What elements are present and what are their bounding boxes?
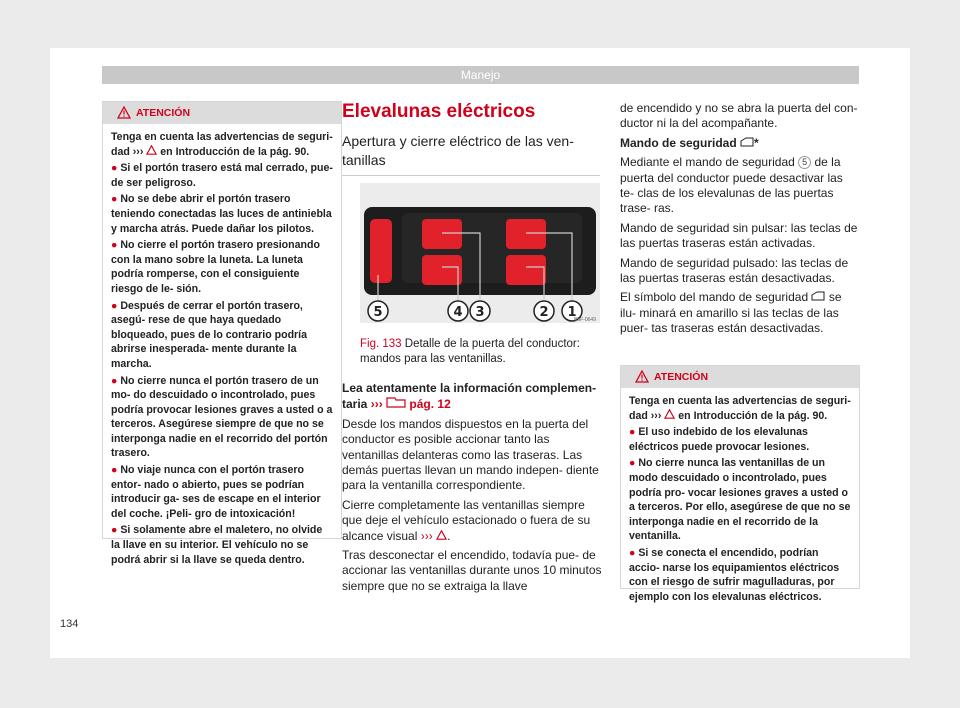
warning-item: ● No cierre el portón trasero presionando con la mano sobre la luneta. La luneta podría romperse, con el consiguiente riesgo de le- sión. [111,239,320,295]
warning-triangle-icon [146,145,157,155]
right-text [620,101,858,341]
window-switch-illustration [360,183,600,323]
paragraph: Mediante el mando de seguridad 5 de la puerta del conductor puede desactivar las te- clas de los elevalunas de las puertas trase- ras. [620,155,843,216]
figure-code: B5F-0649 [574,317,596,323]
warning-item: ● El uso indebido de los elevalunas eléctricos puede provocar lesiones. [629,426,810,453]
paragraph: de encendido y no se abra la puerta del con- ductor ni la del acompañante. [620,101,858,131]
paragraph: Cierre completamente las ventanillas siempre que deje el vehículo estacionado o fuera de su alcance visual ››› . [342,497,591,543]
section-title: Elevalunas eléctricos [342,101,536,122]
warning-intro: Tenga en cuenta las advertencias de seguri- dad ››› en Introducción de la pág. 90. [629,395,851,422]
warning-triangle-icon [664,409,675,419]
page-link[interactable]: pág. 12 [409,397,451,412]
warning-intro: Tenga en cuenta las advertencias de seguri- dad ››› en Introducción de la pág. 90. [111,131,333,158]
warning-triangle-icon [117,106,131,119]
warning-item: ● No viaje nunca con el portón trasero entor- nado o abierto, pues se podrían introducir ga- ses de escape en el interior del coche. ¡Peli- gro de intoxicación! [111,464,321,520]
paragraph: Mando de seguridad pulsado: las teclas de las puertas traseras están desactivadas. [620,255,849,286]
page-number: 134 [60,618,79,630]
warning-item: ● No cierre nunca las ventanillas de un modo descuidado o incontrolado, pues podría pro- vocar lesiones graves a usted o a terceros. Por ello, asegúrese de que no se interponga nadie en el recorrido de la ventanilla. [629,457,851,543]
warning-item: ● Si solamente abre el maletero, no olvide la llave en su interior. El vehículo no se podrá abrir si la llave se queda dentro. [111,524,323,566]
paragraph: Tras desconectar el encendido, todavía pue- de accionar las ventanillas durante unos 10 minutos siempre que no se extraiga la llave [342,548,602,593]
warning-title: ATENCIÓN [136,107,191,119]
figure-callout: 5 [373,305,383,320]
book-icon [386,396,406,408]
figure-callout: 3 [475,305,485,320]
figure-caption: Fig. 133 Detalle de la puerta del conductor: mandos para las ventanillas. [360,338,580,365]
subheading: Mando de seguridad * [620,135,759,150]
section-subtitle: Apertura y cierre eléctrico de las ven- tanillas [342,133,574,168]
warning-item: ● Después de cerrar el portón trasero, asegú- rese de que haya quedado bloqueado, pues de lo contrario podría abrirse inesperada- mente durante la marcha. [111,299,307,370]
child-lock-icon [811,291,825,301]
figure-callout: 2 [539,305,549,320]
warning-box-left [102,101,342,566]
warning-item: ● No cierre nunca el portón trasero de un mo- do descuidado o incontrolado, pues podría provocar lesiones graves a usted o a terceros. Asegúrese siempre de que no se interponga nadie en el recorrido del portón trasero. [111,374,333,460]
paragraph: El símbolo del mando de seguridad se ilu- minará en amarillo si las teclas de las puer- tas traseras están desactivadas. [620,290,842,336]
warning-item: ● Si el portón trasero está mal cerrado, pue- de ser peligroso. [111,162,333,189]
warning-box-right [620,365,860,603]
divider [342,175,600,176]
warning-title: ATENCIÓN [654,371,709,383]
warning-body [621,388,859,614]
figure-callout: 1 [567,305,577,320]
callout-badge: 5 [798,156,811,169]
figure-callout: 4 [453,305,463,320]
child-lock-icon [740,137,754,147]
warning-item: ● Si se conecta el encendido, podrían accio- narse los equipamientos eléctricos con el riesgo de sufrir magulladuras, por ejemplo con los elevalunas eléctricos. [629,546,840,603]
lead-paragraph: Lea atentamente la información complemen- taria ››› pág. 12 [342,381,597,412]
paragraph: Mando de seguridad sin pulsar: las teclas de las puertas traseras están activadas. [620,220,858,251]
paragraph: Desde los mandos dispuestos en la puerta del conductor es posible accionar tanto las ventanillas delanteras como las traseras. Las demás puertas llevan un mando indepen- diente para la ventanilla correspondiente. [342,416,599,493]
warning-item: ● No se debe abrir el portón trasero teniendo conectadas las luces de antiniebla y marcha atrás. Puede dañar los pilotos. [111,193,332,235]
warning-triangle-icon [436,530,447,540]
middle-text [342,381,602,598]
warning-triangle-icon [635,370,649,383]
page-header: Manejo [102,66,859,84]
warning-body [103,124,341,577]
warning-header [621,366,859,388]
warning-header [103,102,341,124]
window-switch-figure [360,183,600,323]
